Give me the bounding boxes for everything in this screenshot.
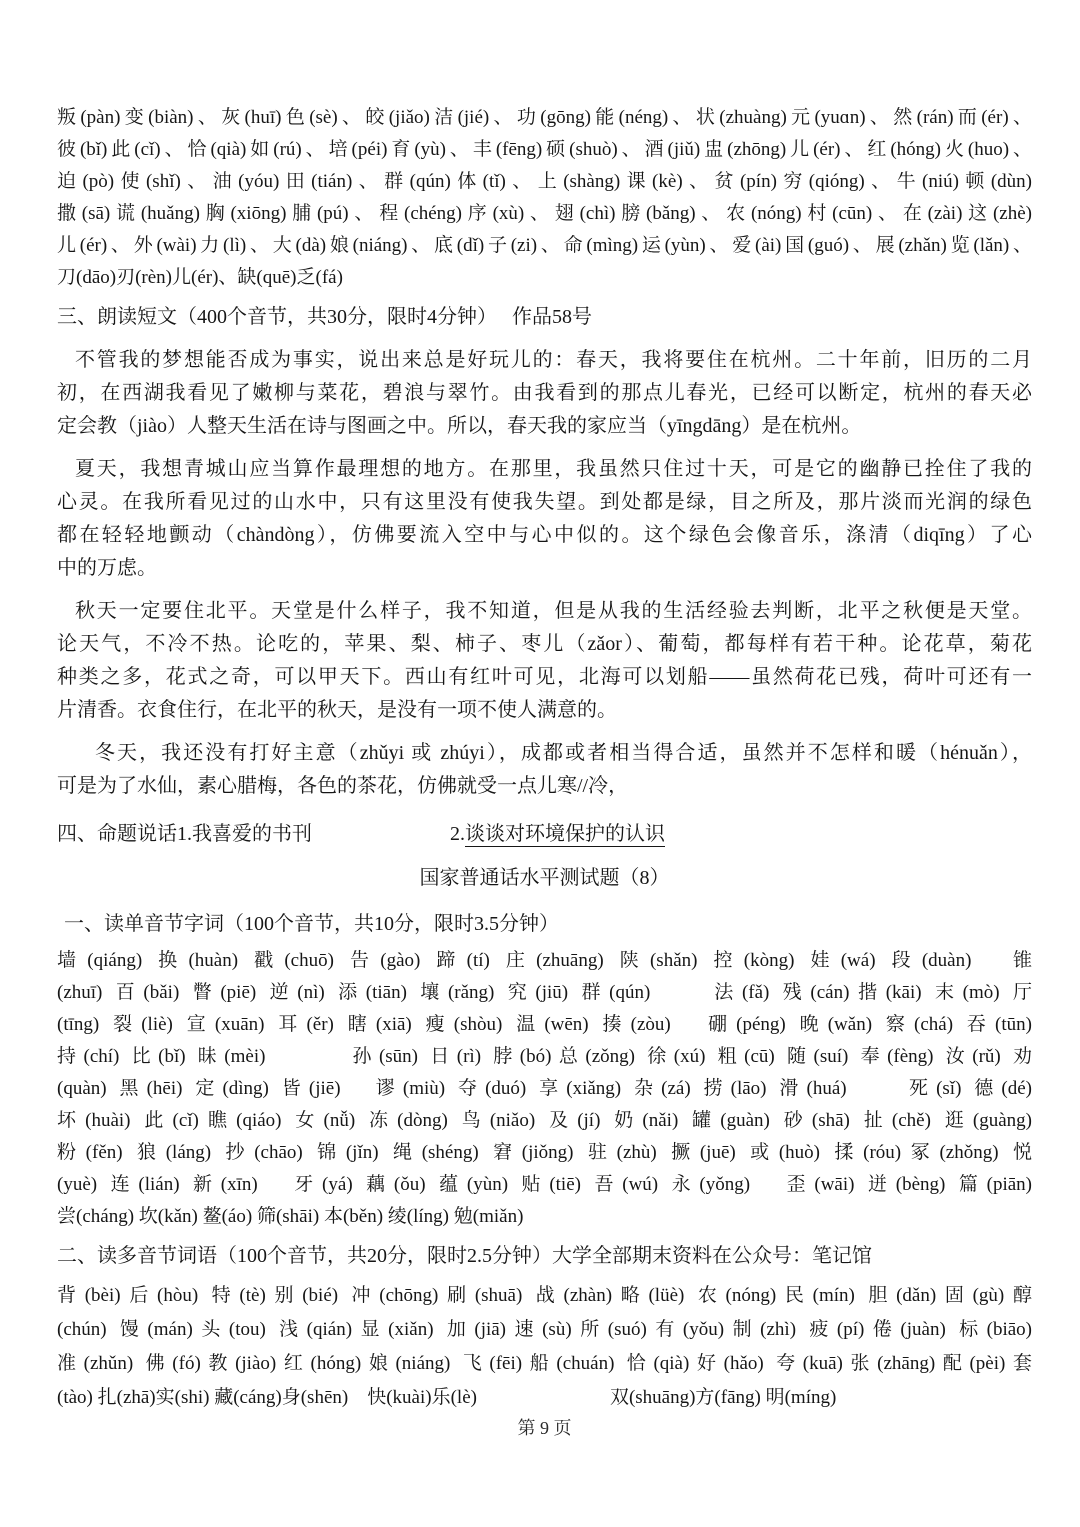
word-list-line: (yuè) 连(lián) 新(xīn) 牙(yá) 藕(ǒu) 蕴(yùn) 贴(tiē) 吾(wú) 永(yǒng) 歪(wāi) 迸(bèng) 篇(piān) xyxy=(57,1174,1032,1195)
prose-line: 论天气，不冷不热。论吃的，苹果、梨、柿子、枣儿（zǎor）、葡萄，都每样有若干种。论花草，菊花 xyxy=(57,633,1032,655)
speaking-topic-1: 四、命题说话1.我喜爱的书刊 xyxy=(57,823,312,845)
reading-paragraph-autumn xyxy=(57,595,1032,727)
word-list-line: 刀(dāo)刃(rèn)儿(ér)、缺(quē)乏(fá) xyxy=(57,267,343,288)
word-list-line: 迫(pò)使(shǐ)、油(yóu)田(tián)、群(qún)体(tǐ)、上(shàng)课(kè)、贫(pín)穷(qióng)、牛(niú)顿(dùn) xyxy=(57,171,1032,192)
prose-line: 夏天，我想青城山应当算作最理想的地方。在那里，我虽然只住过十天，可是它的幽静已拴住了我的 xyxy=(75,458,1032,480)
word-list-line: 尝(cháng) 坎(kǎn) 鳌(áo) 筛(shāi) 本(běn) 绫(líng) 勉(miǎn) xyxy=(57,1206,524,1227)
word-list-line: 持(chí) 比(bǐ) 昧(mèi) 孙(sūn) 日(rì) 脖(bó)总(zǒng) 徐(xú) 粗(cū) 随(suí) 奉(fèng) 汝(rǔ) 劝 xyxy=(57,1046,1032,1067)
prose-line: 中的万虑。 xyxy=(57,557,157,579)
word-list-line: (quàn) 黑(hēi) 定(dìng) 皆(jiē) 谬(miù) 夺(duó) 享(xiǎng) 杂(zá) 捞(lāo) 滑(huá) 死(sǐ) 德(dé) xyxy=(57,1078,1032,1099)
section-reading-heading: 三、朗读短文（400个音节，共30分，限时4分钟） 作品58号 xyxy=(57,306,592,328)
prose-line: 种类之多，花式之奇，可以甲天下。西山有红叶可见，北海可以划船——虽然荷花已残，荷叶可还有一 xyxy=(57,666,1032,688)
poly-word-list xyxy=(57,1279,1032,1415)
word-list-line: 撒(sā)谎(huǎng)胸(xiōng)脯(pú)、程(chéng)序(xù)、翅(chì)膀(bǎng)、农(nóng)村(cūn)、在(zài)这(zhè) xyxy=(57,203,1032,224)
word-list-line: (zhuī) 百(bǎi) 瞥(piē) 逆(nì) 添(tiān) 壤(rǎng) 究(jiū) 群(qún) 法(fǎ) 残(cán)揩(kāi) 末(mò) 厅 xyxy=(57,982,1032,1003)
reading-paragraph-spring xyxy=(57,344,1032,443)
page-number: 第 9 页 xyxy=(517,1418,572,1438)
mono-word-list xyxy=(57,945,1032,1233)
section-poly-heading: 二、读多音节词语（100个音节，共20分，限时2.5分钟）大学全部期末资料在公众号：笔记馆 xyxy=(57,1245,872,1267)
prose-line: 秋天一定要住北平。天堂是什么样子，我不知道，但是从我的生活经验去判断，北平之秋便是天堂。 xyxy=(75,600,1032,622)
test-paper-title: 国家普通话水平测试题（8） xyxy=(419,867,670,889)
word-list-line: 坏(huài) 此(cǐ)瞧(qiáo) 女(nǚ) 冻(dòng) 鸟(niǎo) 及(jí) 奶(nǎi) 罐(guàn) 砂(shā) 扯(chě) 逛(guàng) xyxy=(57,1110,1032,1131)
word-list-line: 儿(ér)、外(wài)力(lì)、大(dà)娘(niáng)、底(dǐ)子(zi)、命(mìng)运(yùn)、爱(ài)国(guó)、展(zhǎn)览(lǎn)、 xyxy=(57,235,1032,256)
prose-line: 冬天，我还没有打好主意（zhǔyi 或 zhúyi），成都或者相当得合适，虽然并不怎样和暖（hénuǎn）， xyxy=(95,742,1032,764)
prose-line: 可是为了水仙，素心腊梅，各色的茶花，仿佛就受一点儿寒//冷， xyxy=(57,775,629,797)
section-mono-heading: 一、读单音节字词（100个音节，共10分，限时3.5分钟） xyxy=(64,913,559,935)
speaking-topic-2-text: 谈谈对环境保护的认识 xyxy=(465,823,665,845)
word-list-line: (tào) 扎(zhā)实(shi) 藏(cáng)身(shēn) 快(kuài)乐(lè) 双(shuāng)方(fāng) 明(míng) xyxy=(57,1387,837,1408)
reading-paragraph-summer xyxy=(57,453,1032,585)
reading-paragraph-winter xyxy=(57,737,1032,803)
word-list-line: 准(zhǔn) 佛(fó)教(jiào)红(hóng)娘(niáng) 飞(fēi)船(chuán) 恰(qià)好(hǎo) 夸(kuā)张(zhāng)配(pèi)套 xyxy=(57,1353,1032,1374)
prose-line: 初，在西湖我看见了嫩柳与菜花，碧浪与翠竹。由我看到的那点儿春光，已经可以断定，杭州的春天必 xyxy=(57,382,1032,404)
word-list-line: (chún) 馒(mán)头(tou) 浅(qián)显(xiǎn) 加(jiā)速(sù)所(suó)有(yǒu)制(zhì) 疲(pí)倦(juàn) 标(biāo) xyxy=(57,1319,1032,1340)
prose-line: 片清香。衣食住行，在北平的秋天，是没有一项不使人满意的。 xyxy=(57,699,617,721)
speaking-topic-2-number: 2. xyxy=(450,823,465,845)
continued-word-list xyxy=(57,102,1032,294)
section-speaking-line xyxy=(57,817,1032,851)
prose-line: 都在轻轻地颤动（chàndòng），仿佛要流入空中与心中似的。这个绿色会像音乐，涤清（diqīng）了心 xyxy=(57,524,1032,546)
word-list-line: 墙(qiáng) 换(huàn) 戳(chuō) 告(gào) 蹄(tí) 庄(zhuāng) 陕(shǎn) 控(kòng) 娃(wá) 段(duàn) 锥 xyxy=(57,950,1032,971)
prose-line: 心灵。在我所看见过的山水中，只有这里没有使我失望。到处都是绿，目之所及，那片淡而光润的绿色 xyxy=(57,491,1032,513)
word-list-line: 粉(fěn) 狼(láng) 抄(chāo) 锦(jǐn) 绳(shéng) 窘(jiǒng) 驻(zhù) 撅(juē) 或(huò) 揉(róu)冢(zhǒng) 悦 xyxy=(57,1142,1032,1163)
word-list-line: 叛(pàn)变(biàn)、灰(huī)色(sè)、皎(jiǎo)洁(jié)、功(gōng)能(néng)、状(zhuàng)元(yuɑn)、然(rán)而(ér)、 xyxy=(57,107,1032,128)
speaking-topic-2 xyxy=(450,823,665,845)
word-list-line: (tīng) 裂(liè) 宣(xuān) 耳(ěr) 瞎(xiā) 瘦(shòu) 温(wēn) 揍(zòu) 硼(péng) 晚(wǎn) 察(chá) 吞(tūn) xyxy=(57,1014,1032,1035)
word-list-line: 背(bèi)后(hòu) 特(tè)别(bié) 冲(chōng)刷(shuā) 战(zhàn)略(lüè) 农(nóng)民(mín) 胆(dǎn)固(gù)醇 xyxy=(57,1285,1032,1306)
prose-line: 不管我的梦想能否成为事实，说出来总是好玩儿的：春天，我将要住在杭州。二十年前，旧历的二月 xyxy=(75,349,1032,371)
prose-line: 定会教（jiào）人整天生活在诗与图画之中。所以，春天我的家应当（yīngdāng）是在杭州。 xyxy=(57,415,862,437)
word-list-line: 彼(bǐ)此(cǐ)、恰(qià)如(rú)、培(péi)育(yù)、丰(fēng)硕(shuò)、酒(jiǔ)盅(zhōng)儿(ér)、红(hóng)火(huo)、 xyxy=(57,139,1032,160)
